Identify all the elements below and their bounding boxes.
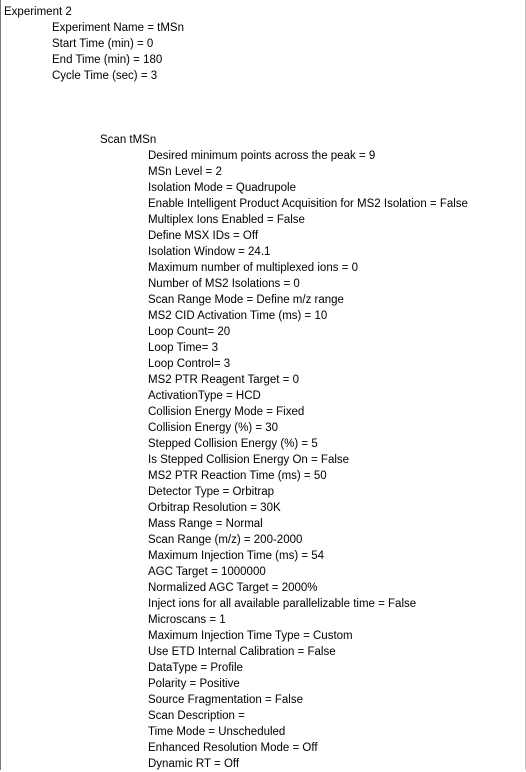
scan-parameter: Loop Control= 3 <box>148 358 231 370</box>
scan-title: Scan tMSn <box>100 134 157 146</box>
scan-parameter: Isolation Mode = Quadrupole <box>148 182 297 194</box>
scan-parameter: Normalized AGC Target = 2000% <box>148 582 318 594</box>
scan-parameter: Maximum number of multiplexed ions = 0 <box>148 262 358 274</box>
scan-parameter: Collision Energy (%) = 30 <box>148 422 279 434</box>
experiment-property: End Time (min) = 180 <box>52 54 163 66</box>
scan-parameter: Maximum Injection Time (ms) = 54 <box>148 550 325 562</box>
scan-parameter: Scan Range Mode = Define m/z range <box>148 294 344 306</box>
scan-parameter: Desired minimum points across the peak = 9 <box>148 150 376 162</box>
scan-parameter: Enable Intelligent Product Acquisition for MS2 Isolation = False <box>148 198 468 210</box>
scan-parameter: Inject ions for all available parallelizable time = False <box>148 598 417 610</box>
experiment-root-label: Experiment 2 <box>4 6 72 18</box>
scan-parameter: MSn Level = 2 <box>148 166 222 178</box>
scan-parameter: Loop Time= 3 <box>148 342 219 354</box>
scan-parameter: Stepped Collision Energy (%) = 5 <box>148 438 318 450</box>
scan-parameter: Source Fragmentation = False <box>148 694 304 706</box>
scan-parameter: MS2 PTR Reagent Target = 0 <box>148 374 299 386</box>
scan-parameter: Detector Type = Orbitrap <box>148 486 275 498</box>
scan-parameter: Scan Range (m/z) = 200-2000 <box>148 534 303 546</box>
scan-parameter: Use ETD Internal Calibration = False <box>148 646 336 658</box>
scan-parameter: Enhanced Resolution Mode = Off <box>148 742 318 754</box>
scan-parameter: Scan Description = <box>148 710 245 722</box>
scan-parameter: Is Stepped Collision Energy On = False <box>148 454 350 466</box>
scan-parameter: Multiplex Ions Enabled = False <box>148 214 305 226</box>
experiment-property: Cycle Time (sec) = 3 <box>52 70 158 82</box>
scan-parameter: AGC Target = 1000000 <box>148 566 266 578</box>
scan-parameter: Define MSX IDs = Off <box>148 230 259 242</box>
scan-parameter: Dynamic RT = Off <box>148 758 240 770</box>
scan-parameter: Collision Energy Mode = Fixed <box>148 406 305 418</box>
scan-parameter: Maximum Injection Time Type = Custom <box>148 630 353 642</box>
scan-parameter: Isolation Window = 24.1 <box>148 246 271 258</box>
pane-left-border <box>0 0 1 770</box>
experiment-property: Start Time (min) = 0 <box>52 38 154 50</box>
scan-parameter: MS2 PTR Reaction Time (ms) = 50 <box>148 470 327 482</box>
experiment-property: Experiment Name = tMSn <box>52 22 184 34</box>
scan-parameter: Number of MS2 Isolations = 0 <box>148 278 300 290</box>
scan-parameter: Time Mode = Unscheduled <box>148 726 286 738</box>
scan-parameter: Polarity = Positive <box>148 678 240 690</box>
scan-parameter: ActivationType = HCD <box>148 390 261 402</box>
scan-parameter: Loop Count= 20 <box>148 326 231 338</box>
scan-parameter: Microscans = 1 <box>148 614 226 626</box>
scan-parameter: Mass Range = Normal <box>148 518 263 530</box>
scan-parameter: Orbitrap Resolution = 30K <box>148 502 281 514</box>
scan-parameter: DataType = Profile <box>148 662 243 674</box>
scan-parameter: MS2 CID Activation Time (ms) = 10 <box>148 310 328 322</box>
